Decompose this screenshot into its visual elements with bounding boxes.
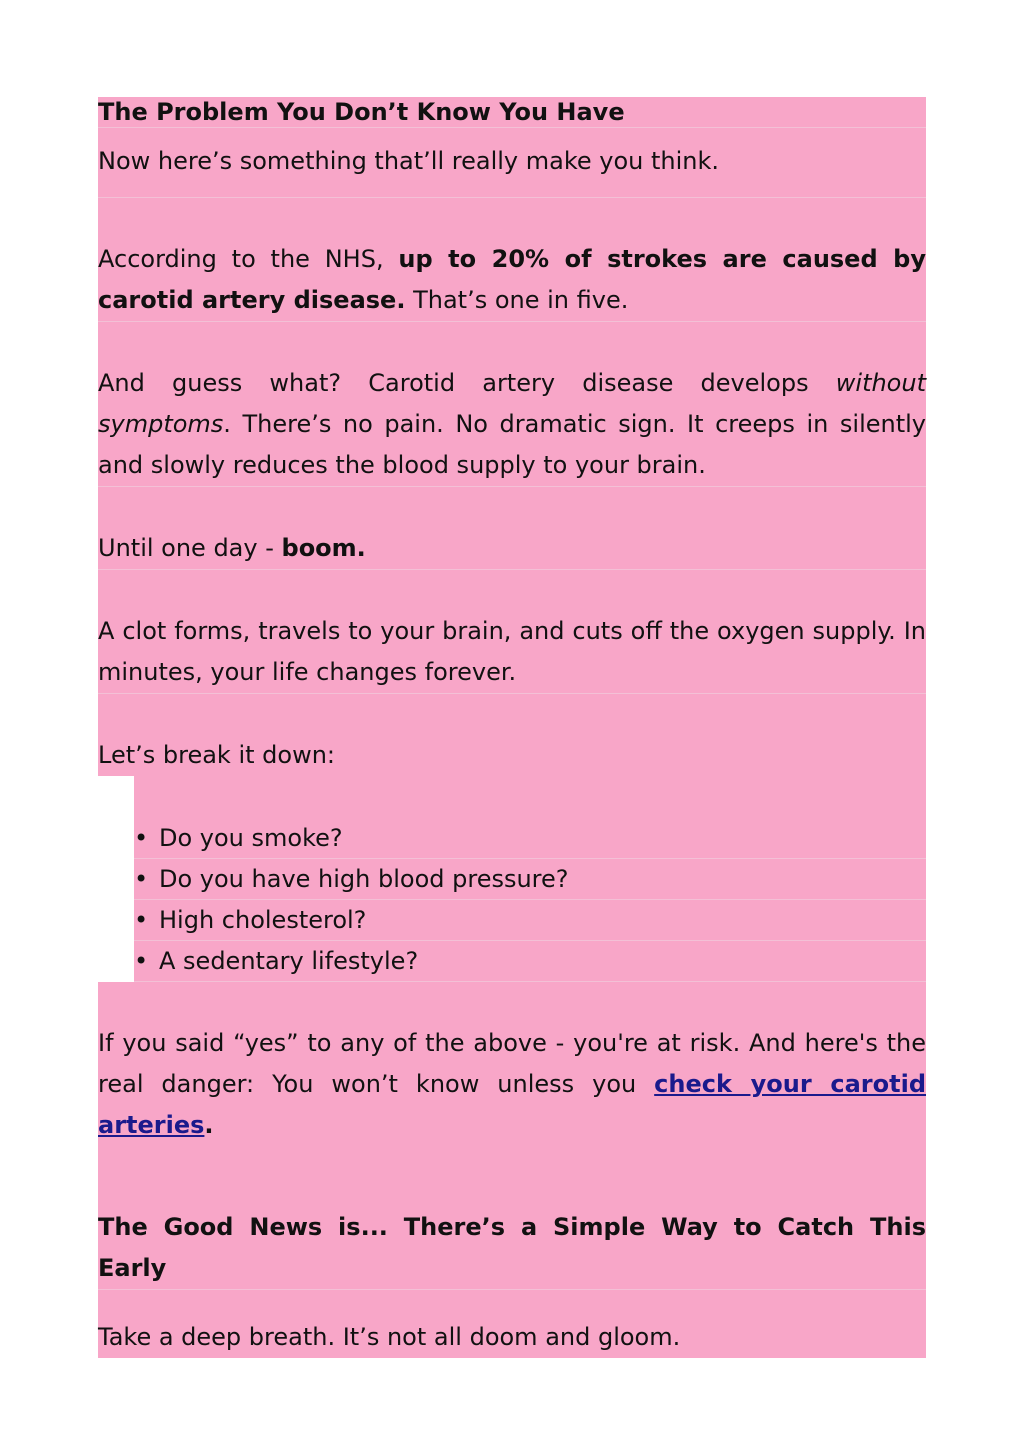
paragraph-guess bbox=[98, 363, 926, 487]
risk-suffix: . bbox=[204, 1111, 214, 1139]
spacer bbox=[98, 487, 926, 528]
list-spacer bbox=[134, 776, 926, 818]
paragraph-breath bbox=[98, 1317, 926, 1358]
bullet-icon: • bbox=[134, 865, 149, 893]
paragraph-intro-text: Now here’s something that’ll really make you think. bbox=[98, 147, 720, 175]
check-carotid-arteries-link[interactable]: check your carotid arteries bbox=[98, 1070, 926, 1139]
paragraph-break-down bbox=[98, 735, 926, 776]
paragraph-intro bbox=[98, 141, 926, 198]
spacer bbox=[98, 198, 926, 239]
paragraph-nhs bbox=[98, 239, 926, 322]
list-item bbox=[134, 941, 926, 982]
until-prefix: Until one day - bbox=[98, 534, 282, 562]
spacer bbox=[98, 570, 926, 611]
until-bold: boom. bbox=[281, 534, 366, 562]
risk-factor-list bbox=[98, 776, 926, 982]
nhs-stat-bold: up to 20% of strokes are caused by carotid artery disease. bbox=[98, 245, 926, 314]
bullet-icon: • bbox=[134, 947, 149, 975]
spacer bbox=[98, 694, 926, 735]
list-item-text: Do you smoke? bbox=[159, 824, 343, 852]
spacer bbox=[98, 322, 926, 363]
spacer bbox=[98, 982, 926, 1023]
list-item bbox=[134, 900, 926, 941]
paragraph-until bbox=[98, 528, 926, 570]
spacer bbox=[98, 1147, 926, 1207]
risk-prefix: If you said “yes” to any of the above - you're at risk. And here's the real danger: You won’t know unless you bbox=[98, 1029, 926, 1098]
nhs-suffix: That’s one in five. bbox=[405, 286, 629, 314]
bullet-icon: • bbox=[134, 906, 149, 934]
paragraph-breath-text: Take a deep breath. It’s not all doom and gloom. bbox=[98, 1323, 681, 1351]
guess-suffix: . There’s no pain. No dramatic sign. It creeps in silently and slowly reduces the blood supply to your brain. bbox=[98, 410, 926, 479]
section-heading-problem: The Problem You Don’t Know You Have bbox=[98, 97, 926, 128]
paragraph-risk bbox=[98, 1023, 926, 1147]
heading-good-news-text: The Good News is... There’s a Simple Way to Catch This Early bbox=[98, 1213, 926, 1282]
paragraph-break-text: Let’s break it down: bbox=[98, 741, 336, 769]
section-heading-good-news bbox=[98, 1207, 926, 1290]
spacer bbox=[98, 1290, 926, 1317]
nhs-prefix: According to the NHS, bbox=[98, 245, 399, 273]
bullet-icon: • bbox=[134, 824, 149, 852]
list-item-text: Do you have high blood pressure? bbox=[159, 865, 569, 893]
list-item bbox=[134, 818, 926, 859]
paragraph-clot bbox=[98, 611, 926, 694]
guess-italic: without symptoms bbox=[98, 369, 926, 438]
list-item bbox=[134, 859, 926, 900]
guess-prefix: And guess what? Carotid artery disease develops bbox=[98, 369, 836, 397]
list-item-text: A sedentary lifestyle? bbox=[159, 947, 419, 975]
paragraph-clot-text: A clot forms, travels to your brain, and cuts off the oxygen supply. In minutes, your life changes forever. bbox=[98, 617, 926, 686]
list-item-text: High cholesterol? bbox=[159, 906, 367, 934]
document-page bbox=[98, 97, 926, 1358]
spacer bbox=[98, 128, 926, 141]
